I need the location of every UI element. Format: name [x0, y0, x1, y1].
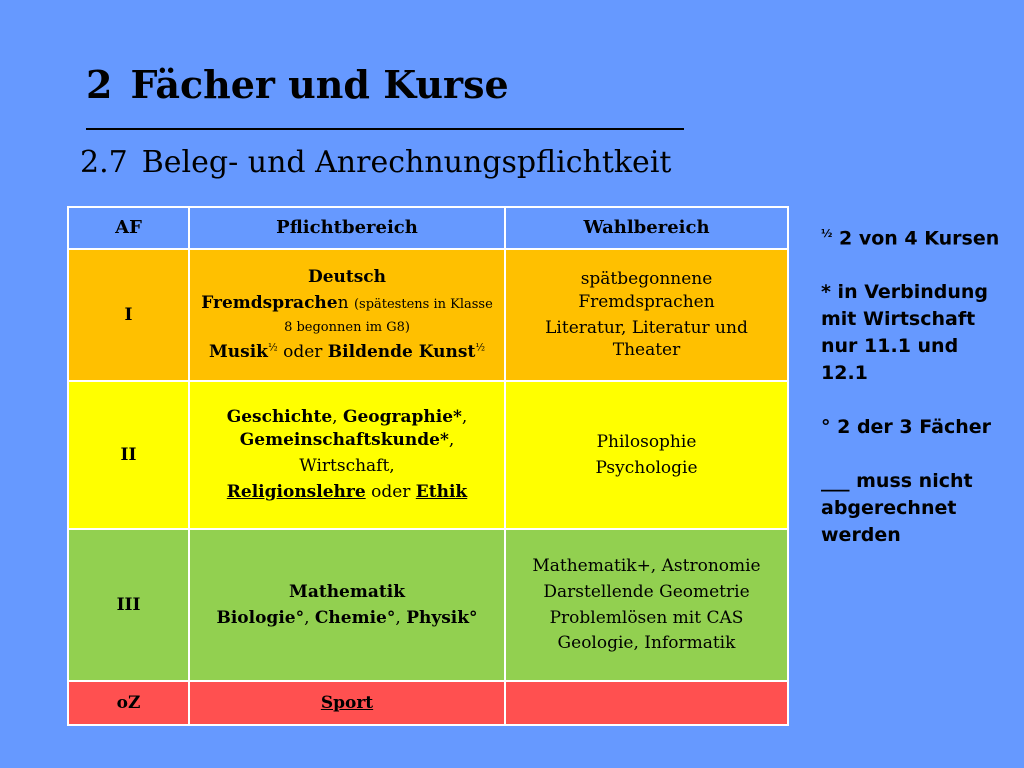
subjects-table	[67, 206, 789, 726]
table-row-oZ	[68, 681, 788, 725]
subject-religion-ethik: Religionslehre oder Ethik	[226, 481, 468, 502]
note-degree: ° 2 der 3 Fächer	[821, 416, 991, 439]
title-underline	[86, 128, 684, 130]
header-wahlbereich: Wahlbereich	[505, 207, 788, 249]
note-asterisk: * in Verbindung mit Wirtschaft nur 11.1 und 12.1	[821, 281, 989, 385]
pflicht-cell-oZ	[189, 681, 505, 725]
subject-fremdsprachen: Fremdsprachen (spätestens in Klasse 8 begonnen im G8)	[201, 293, 493, 335]
wahl-item: Philosophie	[596, 431, 697, 452]
title-text: Fächer und Kurse	[130, 62, 509, 107]
wahl-item: Darstellende Geometrie	[543, 581, 750, 602]
af-cell-III: III	[68, 529, 189, 681]
table-header-row	[68, 207, 788, 249]
wahl-cell-II	[505, 381, 788, 529]
af-cell-I: I	[68, 249, 189, 381]
legend-notes	[821, 220, 1011, 576]
subject-wirtschaft: Wirtschaft,	[299, 456, 395, 476]
wahl-item: Literatur, Literatur und Theater	[545, 317, 748, 361]
pflicht-cell-I	[189, 249, 505, 381]
note-half: $^{\frac{1}{2}}$ 2 von 4 Kursen	[821, 227, 1000, 250]
table-row-I	[68, 249, 788, 381]
note-underline: ___ muss nicht abgerechnet werden	[821, 470, 973, 547]
slide-title	[86, 62, 509, 107]
table-row-II	[68, 381, 788, 529]
wahl-item: Mathematik+, Astronomie	[532, 555, 761, 576]
wahl-cell-oZ	[505, 681, 788, 725]
wahl-item: Psychologie	[595, 457, 698, 478]
slide-subtitle	[80, 145, 671, 180]
af-cell-oZ: oZ	[68, 681, 189, 725]
pflicht-cell-III	[189, 529, 505, 681]
header-af: AF	[68, 207, 189, 249]
subtitle-text: Beleg- und Anrechnungspflichtkeit	[141, 145, 672, 180]
wahl-cell-I	[505, 249, 788, 381]
fremdsprachen-note: (spätestens in Klasse 8 begonnen im G8)	[284, 297, 493, 335]
af-cell-II: II	[68, 381, 189, 529]
wahl-item: spätbegonnene Fremdsprachen	[578, 268, 715, 312]
subject-musik-kunst: Musik$^{\frac{1}{2}}$ oder Bildende Kunst$^{\frac{1}{2}}$	[208, 341, 486, 362]
subject-sport: Sport	[320, 692, 374, 713]
wahl-item: Problemlösen mit CAS	[549, 607, 744, 628]
subject-mathematik: Mathematik	[289, 581, 405, 602]
wahl-cell-III	[505, 529, 788, 681]
table-row-III	[68, 529, 788, 681]
header-pflichtbereich: Pflichtbereich	[189, 207, 505, 249]
subject-naturwissenschaften: Biologie°, Chemie°, Physik°	[216, 607, 478, 628]
subject-geschichte-geographie: Geschichte, Geographie*, Gemeinschaftskunde*,	[226, 407, 468, 451]
pflicht-cell-II	[189, 381, 505, 529]
subtitle-number: 2.7	[80, 145, 128, 180]
wahl-item: Geologie, Informatik	[557, 633, 736, 654]
subject-deutsch: Deutsch	[307, 267, 387, 288]
title-number: 2	[86, 62, 113, 107]
